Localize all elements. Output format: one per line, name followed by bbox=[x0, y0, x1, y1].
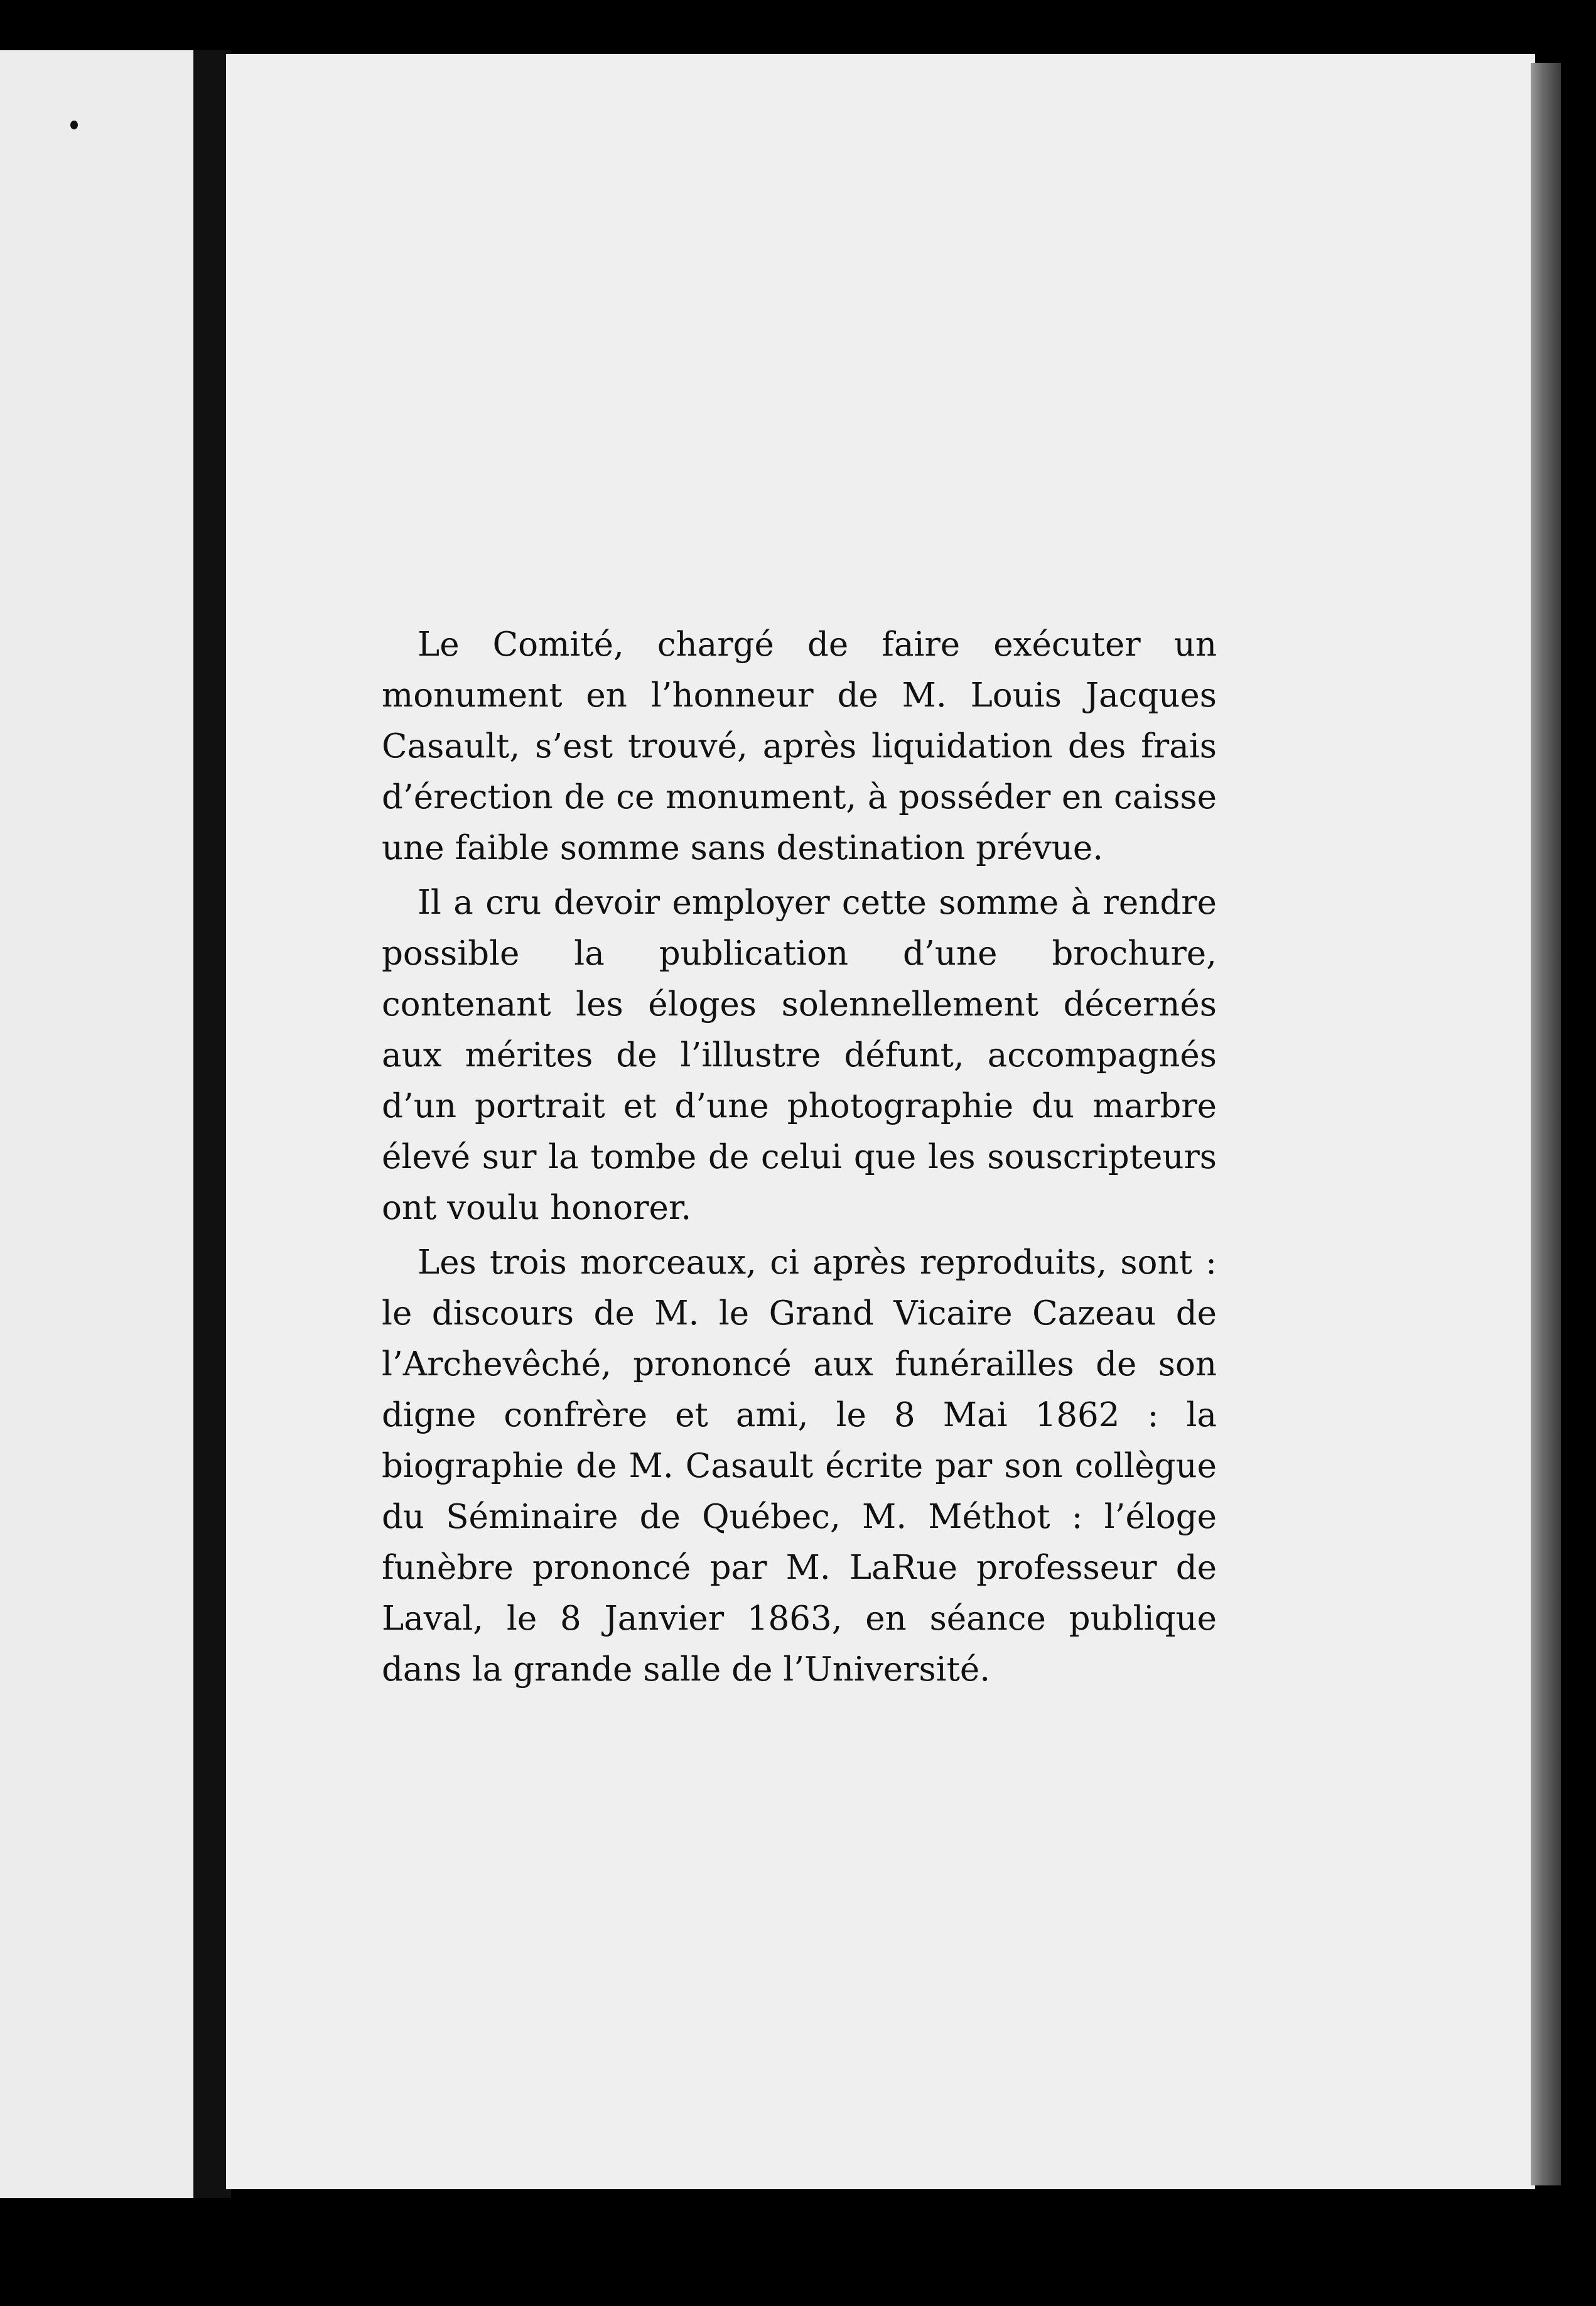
page-stack-edge bbox=[1531, 63, 1561, 2185]
facing-page-edge bbox=[0, 50, 193, 2198]
ink-speck bbox=[70, 121, 78, 129]
body-text bbox=[382, 619, 1217, 1699]
paragraph-3: Les trois morceaux, ci après reproduits, sont : le discours de M. le Grand Vicaire Cazeau de l’Archevêché, prononcé aux funérailles de son digne confrère et ami, le 8 Mai 1862 : la biographie de M. Casault écrite par son collègue du Séminaire de Québec, M. Méthot : l’éloge funèbre prononcé par M. LaRue professeur de Laval, le 8 Janvier 1863, en séance publique dans la grande salle de l’Université. bbox=[382, 1243, 1217, 1689]
paragraph-2: Il a cru devoir employer cette somme à rendre possible la publication d’une brochure, contenant les éloges solennellement décernés aux mérites de l’illustre défunt, accompagnés d’un portrait et d’une photographie du marbre élevé sur la tombe de celui que les souscripteurs ont voulu honorer. bbox=[382, 884, 1217, 1227]
book-binding bbox=[193, 50, 231, 2198]
paragraph-1: Le Comité, chargé de faire exécuter un monument en l’honneur de M. Louis Jacques Casault, s’est trouvé, après liquidation des frais d’érection de ce monument, à posséder en caisse une faible somme sans destination prévue. bbox=[382, 625, 1217, 867]
